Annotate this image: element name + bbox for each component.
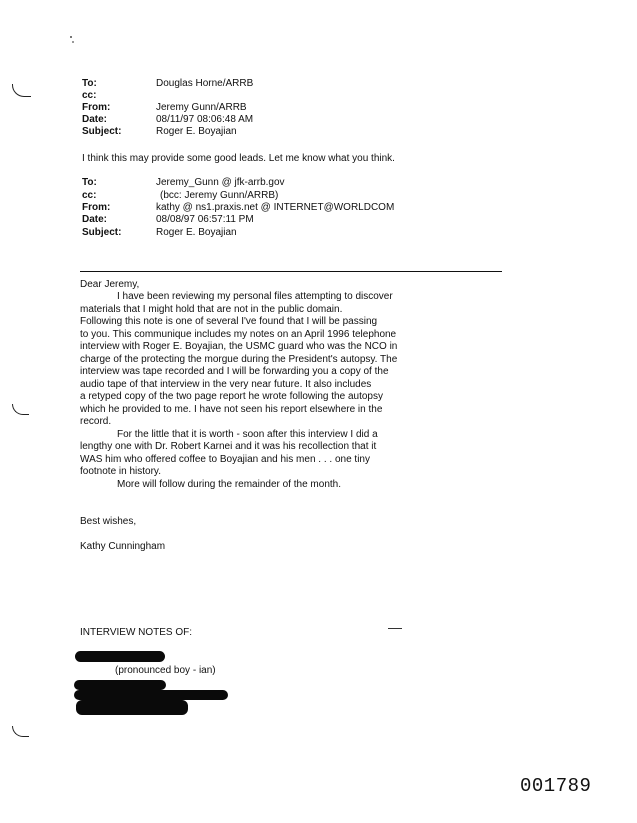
- header-value: Jeremy Gunn/ARRB: [156, 102, 247, 113]
- header-value: Douglas Horne/ARRB: [156, 78, 254, 89]
- letter-line: which he provided to me. I have not seen his report elsewhere in the: [80, 404, 383, 415]
- letter-line: footnote in history.: [80, 466, 161, 477]
- pen-mark: [388, 628, 402, 629]
- header-label: cc:: [82, 190, 97, 201]
- letter-line: materials that I might hold that are not in the public domain.: [80, 304, 343, 315]
- letter-line: WAS him who offered coffee to Boyajian and his men . . . one tiny: [80, 454, 370, 465]
- letter-line: audio tape of that interview in the very near future. It also includes: [80, 379, 372, 390]
- letter-line: a retyped copy of the two page report he wrote following the autopsy: [80, 391, 383, 402]
- margin-mark: [12, 84, 31, 97]
- header-label: Date:: [82, 114, 108, 125]
- separator-rule: [80, 271, 502, 272]
- letter-line: interview with Roger E. Boyajian, the USMC guard who was the NCO in: [80, 341, 398, 352]
- letter-line: to you. This communique includes my notes on an April 1996 telephone: [80, 329, 397, 340]
- header-label: To:: [82, 78, 97, 89]
- letter-line: record.: [80, 416, 112, 427]
- margin-mark: [12, 404, 29, 415]
- header-label: Subject:: [82, 126, 122, 137]
- header-label: From:: [82, 202, 111, 213]
- forward-note: I think this may provide some good leads. Let me know what you think.: [82, 153, 395, 164]
- letter-line: charge of the protecting the morgue during the President's autopsy. The: [80, 354, 398, 365]
- speck: [72, 41, 74, 43]
- letter-line: More will follow during the remainder of the month.: [117, 479, 341, 490]
- header-value: kathy @ ns1.praxis.net @ INTERNET@WORLDCOM: [156, 202, 395, 213]
- redaction-bar: [74, 690, 228, 700]
- letter-salutation: Dear Jeremy,: [80, 279, 140, 290]
- header-label: Date:: [82, 214, 108, 225]
- margin-mark: [12, 726, 29, 737]
- header-label: Subject:: [82, 227, 122, 238]
- letter-line: lengthy one with Dr. Robert Karnei and it was his recollection that it: [80, 441, 377, 452]
- header-value: Roger E. Boyajian: [156, 126, 237, 137]
- header-value: Jeremy_Gunn @ jfk-arrb.gov: [156, 177, 285, 188]
- letter-line: Following this note is one of several I've found that I will be passing: [80, 316, 378, 327]
- header-value: 08/11/97 08:06:48 AM: [156, 114, 254, 125]
- redaction-bar: [75, 651, 165, 662]
- document-number: 001789: [520, 775, 592, 797]
- header-value: 08/08/97 06:57:11 PM: [156, 214, 254, 225]
- header-value: Roger E. Boyajian: [156, 227, 237, 238]
- letter-signature: Kathy Cunningham: [80, 541, 166, 552]
- letter-closing: Best wishes,: [80, 516, 137, 527]
- header-label: From:: [82, 102, 111, 113]
- letter-line: I have been reviewing my personal files attempting to discover: [117, 291, 393, 302]
- redaction-bar: [74, 680, 166, 690]
- header-label: cc:: [82, 90, 97, 101]
- letter-line: interview was tape recorded and I will be forwarding you a copy of the: [80, 366, 389, 377]
- header-value: (bcc: Jeremy Gunn/ARRB): [160, 190, 279, 201]
- notes-heading: INTERVIEW NOTES OF:: [80, 627, 193, 638]
- redaction-bar: [76, 700, 188, 715]
- notes-pronunciation: (pronounced boy - ian): [115, 665, 216, 676]
- speck: [70, 36, 72, 38]
- letter-line: For the little that it is worth - soon after this interview I did a: [117, 429, 378, 440]
- header-label: To:: [82, 177, 97, 188]
